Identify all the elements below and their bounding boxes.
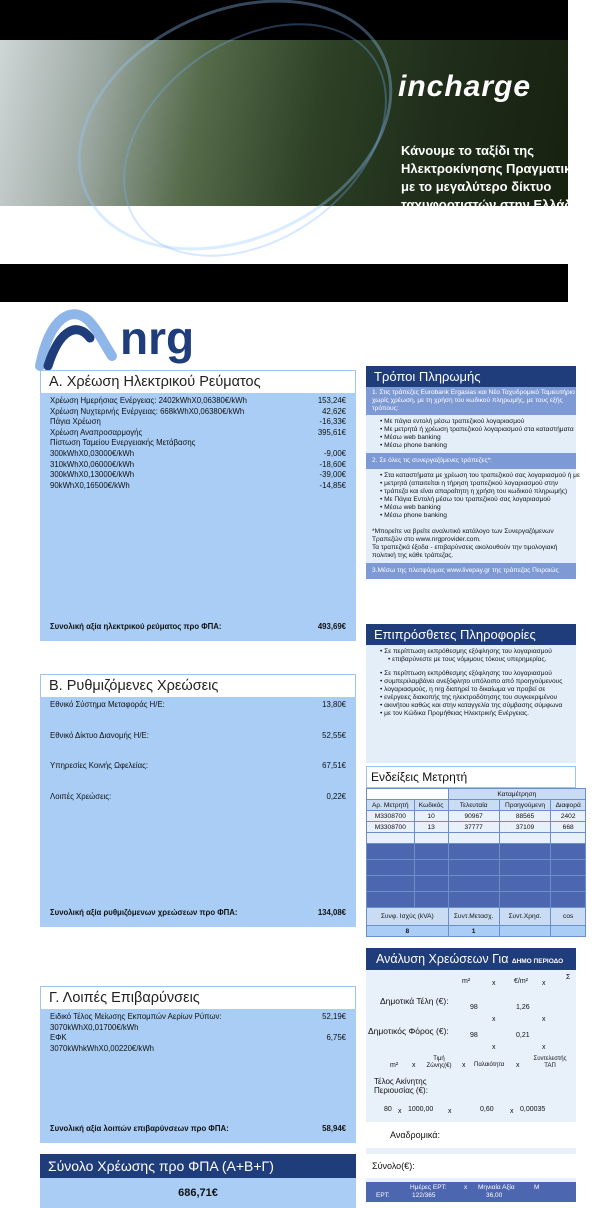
section-c-total: Συνολική αξία λοιπών επιβαρύνσεων προ ΦΠΑ: 58,94€ — [50, 1124, 346, 1133]
charge-label: Χρέωση Νυχτερινής Ενέργειας: 668kWhX0,06380€/kWh — [50, 406, 245, 416]
charge-row — [50, 1012, 346, 1023]
section-a-body — [40, 393, 356, 641]
svg-text:nrg: nrg — [120, 312, 195, 364]
meter-foot-values: 8 1 — [367, 926, 586, 937]
bill-document — [0, 302, 581, 1199]
charge-row — [50, 449, 346, 460]
charge-value: 13,80€ — [322, 700, 346, 709]
charge-value: -18,60€ — [319, 459, 346, 469]
nrg-logo — [38, 308, 218, 368]
charge-value: -9,00€ — [323, 448, 346, 458]
meter-table: Καταμέτρηση Αρ. Μετρητή Κωδικός Τελευταία Προηγούμενη Διαφορά M3308700 10 90967 88565 2402 M3308700 13 37777 37109 668 Συνφ. Ισχύς (kVA) Συντ.Μετασχ. Συντ.Χρησ. cos 8 1 — [366, 788, 586, 937]
charge-value: 6,75€ — [326, 1033, 346, 1043]
section-b — [40, 674, 356, 927]
middle-black-bar — [0, 264, 568, 302]
charge-value: 395,61€ — [317, 427, 346, 437]
banner-slogan: Κάνουμε το ταξίδι της Ηλεκτροκίνησης Πραγματικότητα με το μεγαλύτερο δίκτυο ταχυφορτιστών στην Ελλάδα — [401, 143, 606, 212]
incharge-banner[interactable] — [0, 40, 606, 212]
charge-row — [50, 761, 346, 772]
banner-brand: incharge — [398, 70, 532, 103]
charge-row — [50, 417, 346, 428]
charge-label: Εθνικό Σύστημα Μεταφοράς Η/Ε: — [50, 700, 165, 709]
charge-label: 300kWhX0,13000€/kWh — [50, 470, 135, 480]
charge-label: 3070kWhkWhX0,00220€/kWh — [50, 1043, 155, 1053]
table-row: M3308700 13 37777 37109 668 — [367, 822, 586, 833]
charge-label: Ειδικό Τέλος Μείωσης Εκπομπών Αερίων Ρύπων: — [50, 1012, 222, 1021]
payment-list1: • Με πάγια εντολή μέσω τραπεζικού λογαριασμού • Με μετρητά ή χρέωση τραπεζικού λογαριασμού στα καταστήματα • Μέσω web banking • Μέσω phone banking — [366, 415, 576, 453]
charge-label: Πάγια Χρέωση — [50, 417, 101, 427]
payment-p1: 1. Στις τράπεζες Eurobank Ergasias και Νέο Ταχυδρομικό Ταμιευτήριο χωρίς χρέωση, με τη χρήση του κωδικού πληρωμής, με τους εξής τρόπους: — [366, 387, 576, 415]
charge-value: 153,24€ — [317, 396, 346, 405]
extra-info-body: • Σε περίπτωση εκπρόθεσμης εξόφλησης του λογαριασμού • επιβαρύνεστε με τους νόμιμους τόκους υπερημερίας. • Σε περίπτωση εκπρόθεσμης εξόφλησης του λογαριασμού • συμπεριλαμβάνει ανεξόφλητο υπόλοιπο από προηγούμενους • λογαριασμούς, η nrg διατηρεί το δικαίωμα να προβεί σε • ενέργειες διακοπής της ηλεκτροδότησης του συγκεκριμένου • ακινήτου καθώς και στην καταγγελία της σύμβασης σύμφωνα • με τον Κώδικα Προμήθειας Ηλεκτρικής Ενέργειας. — [366, 645, 576, 763]
charge-row — [50, 470, 346, 481]
charge-label: 3070kWhX0,01700€/kWh — [50, 1022, 139, 1032]
meter-readings — [366, 766, 581, 937]
charge-label: Χρέωση Αναπροσαρμογής — [50, 427, 143, 437]
charge-row — [50, 481, 346, 492]
charges-analysis — [366, 948, 576, 1199]
section-a-total: Συνολική αξία ηλεκτρικού ρεύματος προ ΦΠΑ: 493,69€ — [50, 622, 346, 631]
charge-value: 67,51€ — [322, 761, 346, 771]
payment-p3[interactable]: 3.Μέσω της πλατφόρμας www.livepay.gr της τράπεζας Πειραιώς — [366, 563, 576, 579]
sum-row: Σύνολο(€): — [366, 1154, 576, 1178]
charge-label: 300kWhX0,03000€/kWh — [50, 448, 135, 458]
meter-title: Ενδείξεις Μετρητή — [366, 766, 576, 788]
charge-row — [50, 438, 346, 449]
analysis-grid: m² x €/m² x Σ Δημοτικά Τέλη (€): 98 x 1,26 x Δημοτικός Φόρος (€): 98 x 0,21 x m² x Τιμή Ζώνης(€) x Παλαιότητα x Συντελεστής ΤΑΠ Τέλος Ακίνητης Περιουσίας (€): 80 x 1000,00 x 0,60 x 0,00035 Αναδρομικά: Σύνολο(€): Ημέρες ΕΡΤ: x Μηνιαία Αξία Μ ΕΡΤ: 122/365 36,00 — [366, 970, 576, 1200]
charge-value: -14,85€ — [319, 480, 346, 490]
section-c-body — [40, 1009, 356, 1143]
grand-total — [40, 1154, 356, 1208]
charge-row — [50, 1023, 346, 1034]
charge-label: Εθνικό Δίκτυο Διανομής Η/Ε: — [50, 730, 149, 740]
charge-value: 42,62€ — [322, 406, 346, 416]
charge-value: 52,55€ — [322, 730, 346, 740]
charge-label: 90kWhX0,16500€/kWh — [50, 480, 130, 490]
payment-list2: • Στα καταστήματα με χρέωση του τραπεζικού σας λογαριασμού ή με • μετρητά (απαιτείται η τήρηση τραπεζικού λογαριασμού στην • τράπεζα και είναι απαραίτητη η χρήση του κωδικού πληρωμής) • Με Πάγια Εντολή μέσω του τραπεζικού σας λογαριασμού • Μέσω web banking • Μέσω phone banking *Μπορείτε να βρείτε αναλυτικό κατάλογο των Συνεργαζόμενων Τραπεζών στο www.nrgprovider.com. Τα τραπεζικά έξοδα - επιβαρύνσεις ακολουθούν την τιμολογιακή πολιτική της κάθε τράπεζας. — [366, 469, 576, 563]
charge-row — [50, 1044, 346, 1055]
ert-row: Ημέρες ΕΡΤ: x Μηνιαία Αξία Μ ΕΡΤ: 122/365 36,00 — [366, 1182, 576, 1202]
charge-value: 52,19€ — [322, 1012, 346, 1021]
charge-value: -16,33€ — [319, 417, 346, 427]
charge-label: Χρέωση Ημερήσιας Ενέργειας: 2402kWhX0,06380€/kWh — [50, 396, 247, 405]
section-a-title: Α. Χρέωση Ηλεκτρικού Ρεύματος — [40, 370, 356, 393]
payment-p2: 2. Σε όλες τις συνεργαζόμενες τράπεζες*: — [366, 453, 576, 469]
charge-row — [50, 460, 346, 471]
charge-row — [50, 1033, 346, 1044]
charge-label: Πίστωση Ταμείου Ενεργειακής Μετάβασης — [50, 438, 196, 448]
charge-row — [50, 792, 346, 803]
grand-total-value: 686,71€ — [40, 1178, 356, 1208]
charge-row — [50, 731, 346, 742]
section-c — [40, 986, 356, 1143]
meter-foot-header: Συνφ. Ισχύς (kVA) Συντ.Μετασχ. Συντ.Χρησ. cos — [367, 908, 586, 926]
payment-methods — [366, 366, 580, 579]
charge-row — [50, 396, 346, 407]
charge-label: 310kWhX0,06000€/kWh — [50, 459, 135, 469]
section-b-total: Συνολική αξία ρυθμιζόμενων χρεώσεων προ ΦΠΑ: 134,08€ — [50, 908, 346, 917]
extra-info — [366, 624, 576, 763]
charge-row — [50, 407, 346, 418]
payment-title: Τρόποι Πληρωμής — [366, 366, 576, 387]
charge-label: Λοιπές Χρεώσεις: — [50, 791, 112, 801]
section-b-title: Β. Ρυθμιζόμενες Χρεώσεις — [40, 674, 356, 697]
table-row: M3308700 10 90967 88565 2402 — [367, 811, 586, 822]
payment-note: *Μπορείτε να βρείτε αναλυτικό κατάλογο των Συνεργαζόμενων Τραπεζών στο www.nrgprovider.com. Τα τραπεζικά έξοδα - επιβαρύνσεις ακολουθούν την τιμολογιακή πολιτική της κάθε τράπεζας. — [372, 528, 558, 559]
meter-header-row: Αρ. Μετρητή Κωδικός Τελευταία Προηγούμενη Διαφορά — [367, 800, 586, 811]
analysis-title: Ανάλυση Χρεώσεων Για ΔΗΜΟ ΠΕΡΙΟΔΟ — [366, 948, 576, 970]
charge-row — [50, 700, 346, 711]
section-b-body — [40, 697, 356, 927]
charge-value: 0,22€ — [326, 791, 346, 801]
charge-label: ΕΦΚ — [50, 1033, 67, 1043]
retro-row: Αναδρομικά: — [366, 1122, 576, 1148]
charge-value: -39,00€ — [319, 470, 346, 480]
section-c-title: Γ. Λοιπές Επιβαρύνσεις — [40, 986, 356, 1009]
extra-info-title: Επιπρόσθετες Πληροφορίες — [366, 624, 576, 645]
grand-total-title: Σύνολο Χρέωσης προ ΦΠΑ (Α+Β+Γ) — [40, 1154, 356, 1178]
charge-label: Υπηρεσίες Κοινής Ωφελείας: — [50, 761, 149, 771]
section-a — [40, 370, 356, 641]
charge-row — [50, 428, 346, 439]
